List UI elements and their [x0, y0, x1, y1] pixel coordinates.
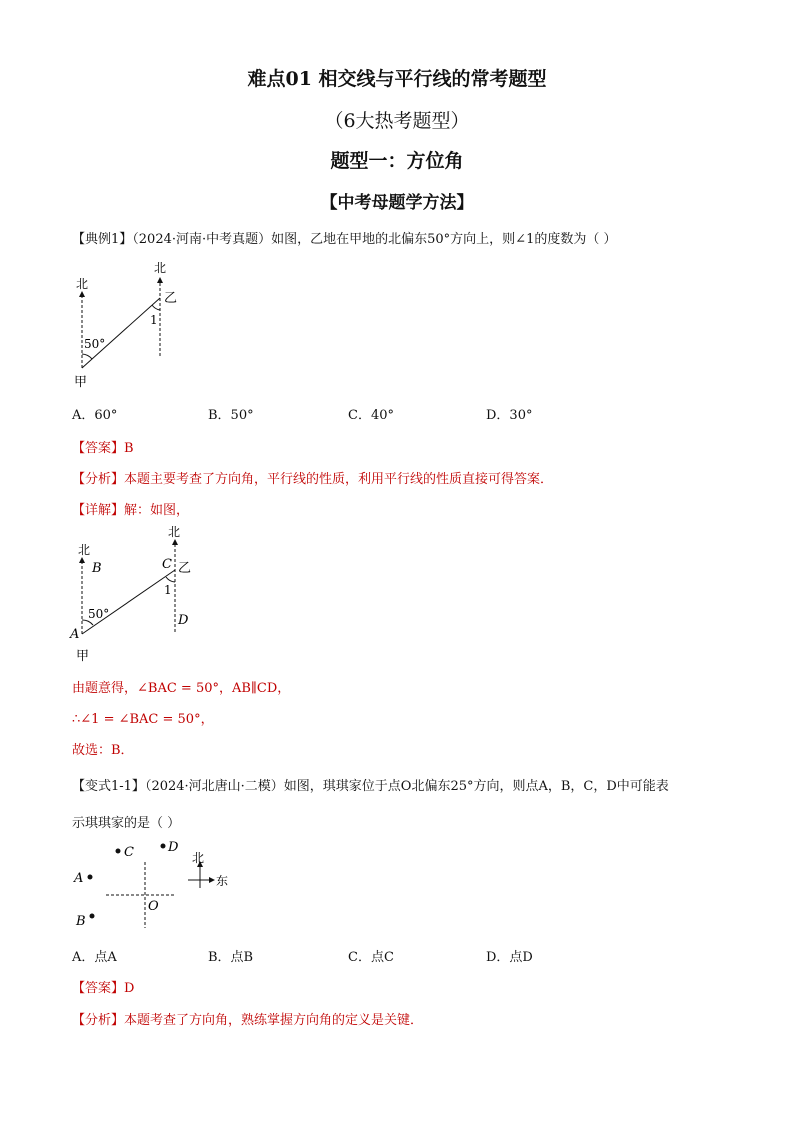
label-jia-2: 甲 [76, 649, 90, 664]
point-label-d: D [178, 613, 189, 628]
q2-option-d: D．点D [486, 950, 533, 965]
label-a: A [74, 871, 84, 886]
question-1-figure [60, 258, 210, 390]
method-header: 【中考母题学方法】 [320, 193, 474, 213]
angle-label-1-2: 1 [164, 583, 172, 597]
point-d [161, 844, 166, 849]
north-label-a: 北 [78, 543, 91, 557]
point-label-c: C [162, 557, 172, 572]
label-yi-2: 乙 [178, 561, 192, 576]
segment-ac [82, 570, 175, 634]
compass-east-label: 东 [216, 874, 229, 888]
q2-analysis-label: 【分析】 [72, 1013, 125, 1028]
q1-option-c: C．40° [348, 408, 394, 423]
question-1-text: （2024·河南·中考真题）如图，乙地在甲地的北偏东50°方向上，则∠1的度数为（ ） [132, 232, 617, 247]
q1-option-a: A．60° [72, 408, 118, 423]
point-label-b: B [92, 561, 102, 576]
question-1-tag: 【典例1】 [72, 232, 133, 247]
label-d: D [168, 840, 179, 855]
section-heading: 题型一：方位角 [330, 150, 464, 172]
question-1-solution-figure [60, 522, 210, 667]
q1-detail-label: 【详解】 [72, 503, 125, 518]
q1-answer-value: B [124, 441, 134, 456]
question-2-tag: 【变式1-1】 [72, 779, 145, 794]
q2-option-c: C．点C [348, 950, 394, 965]
q2-option-a: A．点A [72, 950, 117, 965]
label-b: B [76, 914, 86, 929]
q2-analysis [72, 1009, 423, 1028]
q2-analysis-text: 本题考查了方向角，熟练掌握方向角的定义是关键． [124, 1013, 424, 1028]
q1-step-1: 由题意得，∠BAC = 50°，AB∥CD， [72, 681, 291, 696]
q1-analysis-text: 本题主要考查了方向角，平行线的性质，利用平行线的性质直接可得答案． [124, 472, 554, 487]
question-1-stem [72, 228, 616, 247]
point-c [116, 849, 121, 854]
q2-answer [72, 977, 134, 996]
point-label-a: A [70, 627, 80, 642]
q2-answer-value: D [124, 981, 135, 996]
label-c: C [124, 845, 134, 860]
compass-north-label: 北 [192, 851, 205, 865]
segment-jia-yi [82, 298, 160, 368]
q1-detail [72, 499, 189, 518]
document-subtitle: （6大热考题型） [324, 110, 470, 132]
north-label-jia: 北 [76, 277, 89, 291]
q1-step-3: 故选：B． [72, 743, 134, 758]
angle-arc-50 [82, 354, 92, 359]
angle-label-1: 1 [150, 313, 158, 327]
question-2-stem-line-1 [72, 775, 669, 794]
q2-option-b: B．点B [208, 950, 254, 965]
north-label-c: 北 [168, 525, 181, 539]
q1-answer [72, 437, 134, 456]
angle-arc-1 [152, 305, 160, 310]
q1-answer-label: 【答案】 [72, 441, 125, 456]
question-2-stem-line-2: 示琪琪家的是（ ） [72, 816, 181, 831]
q1-analysis [72, 468, 553, 487]
question-2-text-1: （2024·河北唐山·二模）如图，琪琪家位于点O北偏东25°方向，则点A，B，C，D中可能表 [144, 779, 669, 794]
point-b [90, 914, 95, 919]
document-title: 难点01 相交线与平行线的常考题型 [247, 68, 547, 90]
angle-label-50: 50° [84, 337, 106, 351]
angle-arc-1-solution [166, 577, 175, 582]
q1-option-b: B．50° [208, 408, 254, 423]
q1-detail-text: 解：如图， [124, 503, 190, 518]
question-2-figure [68, 836, 248, 936]
point-a [88, 875, 93, 880]
q2-answer-label: 【答案】 [72, 981, 125, 996]
q1-step-2: ∴∠1 = ∠BAC = 50°， [72, 712, 214, 727]
label-jia: 甲 [74, 375, 88, 390]
q1-option-d: D．30° [486, 408, 533, 423]
north-label-yi: 北 [154, 261, 167, 275]
angle-label-50-2: 50° [88, 607, 110, 621]
label-o: O [148, 899, 159, 914]
q1-analysis-label: 【分析】 [72, 472, 125, 487]
label-yi: 乙 [164, 291, 178, 306]
